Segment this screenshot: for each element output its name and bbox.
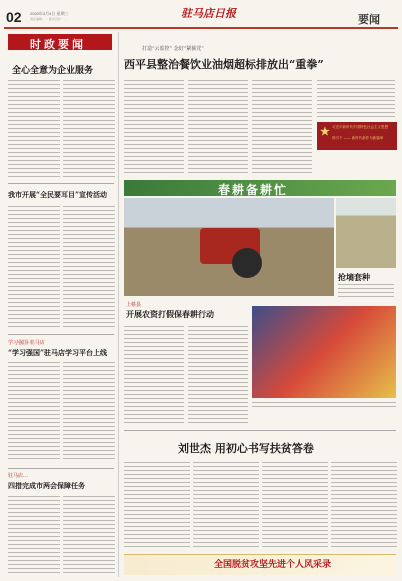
story-2-body-2 <box>188 326 248 426</box>
kicker-3: 学习强国·驻马店 <box>8 340 45 346</box>
divider <box>8 183 114 184</box>
article-1-body <box>8 80 60 178</box>
newspaper-logo: 驻马店日报 <box>181 7 236 20</box>
tractor-wheel <box>232 248 262 278</box>
article-2-body <box>8 206 60 328</box>
article-3-body <box>8 362 60 462</box>
kicker-4: 驻马店… <box>8 473 29 479</box>
promo-box-emblem: ★ <box>320 125 330 138</box>
headline-3: “学习强国”驻马店学习平台上线 <box>8 348 108 357</box>
top-story-body-4 <box>317 80 395 118</box>
photo-caption-title: 抢墒套种 <box>338 272 370 282</box>
divider <box>8 334 114 335</box>
article-1-body-b <box>63 80 115 178</box>
story-3-body-3 <box>262 462 328 550</box>
story-3-headline: 刘世杰 用初心书写扶贫答卷 <box>178 442 314 455</box>
page-number: 02 <box>6 9 22 25</box>
story-2-headline: 开展农资打假保春耕行动 <box>126 309 214 319</box>
section-title: 要闻 <box>358 13 380 26</box>
article-4-body-b <box>63 496 115 574</box>
story-3-body-2 <box>193 462 259 550</box>
top-story-body-2 <box>188 80 248 176</box>
headline-4: 四措完成市两会保障任务 <box>8 481 85 490</box>
story-3-body-4 <box>331 462 397 550</box>
field-photo <box>336 198 396 268</box>
article-4-body <box>8 496 60 574</box>
article-2-body-b <box>63 206 115 328</box>
article-3-body-b <box>63 362 115 462</box>
top-story-body-3 <box>252 80 312 176</box>
story-2-kicker: 上蔡县 <box>126 302 142 308</box>
issue-date: 2020年3月4日 星期三 <box>30 11 69 16</box>
story-2-body-1 <box>124 326 184 426</box>
headline-2: 我市开展“全民要耳目”宣传活动 <box>8 190 108 199</box>
top-story-kicker: 打造“云监控” 念好“紧箍咒” <box>142 46 204 52</box>
masthead-rule <box>4 27 398 29</box>
story-2-caption <box>252 402 396 410</box>
story-3-body-1 <box>124 462 190 550</box>
top-story-headline: 西平县整治餐饮业油烟超标排放出“重拳” <box>124 58 324 71</box>
promo-line-2: 指引下 —— 新时代新作为新篇章 <box>332 136 384 140</box>
headline-1: 全心全意为企业服务 <box>12 66 94 76</box>
editor-line: 责任编辑：… 版式设计：… <box>30 17 67 21</box>
photo-caption-body <box>338 284 394 298</box>
feature-banner-text: 春耕备耕忙 <box>218 183 289 197</box>
divider <box>8 468 114 469</box>
footer-banner-text: 全国脱贫攻坚先进个人风采录 <box>214 560 332 570</box>
column-rule <box>118 32 119 577</box>
top-story-body-1 <box>124 80 184 176</box>
section-banner-text: 时政要闻 <box>30 38 86 51</box>
story-2-photo <box>252 306 396 398</box>
divider <box>124 430 396 431</box>
promo-line-1: 习近平新时代中国特色社会主义思想 <box>332 125 388 129</box>
